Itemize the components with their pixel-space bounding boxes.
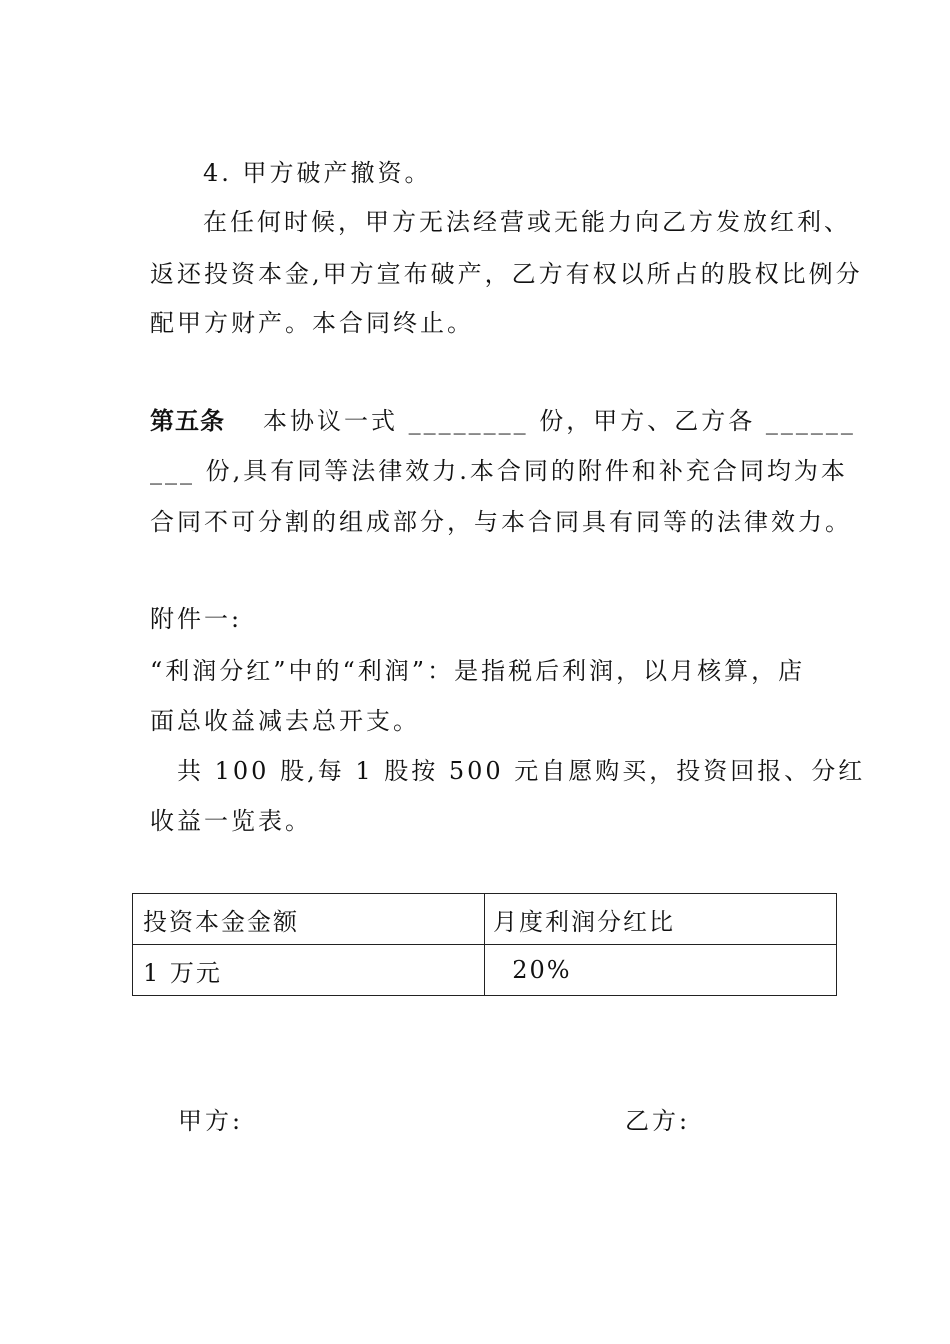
profit-definition-line1: “利润分红”中的“利润”：是指税后利润，以月核算，店 [150, 657, 806, 685]
profit-definition-line2: 面总收益减去总开支。 [150, 707, 420, 735]
clause4-line3: 配甲方财产。本合同终止。 [150, 309, 474, 337]
table-header-cell: 月度利润分红比 [485, 894, 837, 945]
article5-line1-text: 本协议一式 ________ 份，甲方、乙方各 ______ [263, 407, 856, 435]
table-row [133, 945, 837, 996]
table-cell: 20% [485, 945, 837, 996]
article5-label: 第五条 [150, 406, 225, 435]
article5-line2: ___ 份,具有同等法律效力.本合同的附件和补充合同均为本 [150, 457, 848, 485]
table-header-cell: 投资本金金额 [133, 894, 485, 945]
party-a-signature: 甲方: [178, 1107, 244, 1135]
article5-line1 [150, 405, 856, 437]
clause4-line1: 在任何时候，甲方无法经营或无能力向乙方发放红利、 [203, 208, 851, 236]
table-header-row [133, 894, 837, 945]
table-cell: 1 万元 [133, 945, 485, 996]
shares-line1: 共 100 股,每 1 股按 500 元自愿购买，投资回报、分红 [177, 757, 866, 785]
party-b-signature: 乙方: [625, 1107, 691, 1135]
clause4-heading: 4. 甲方破产撤资。 [203, 159, 432, 187]
shares-line2: 收益一览表。 [150, 807, 312, 835]
appendix-title: 附件一: [150, 605, 243, 633]
returns-table [132, 893, 837, 996]
clause4-line2: 返还投资本金,甲方宣布破产，乙方有权以所占的股权比例分 [150, 260, 863, 288]
article5-line3: 合同不可分割的组成部分，与本合同具有同等的法律效力。 [150, 508, 852, 536]
